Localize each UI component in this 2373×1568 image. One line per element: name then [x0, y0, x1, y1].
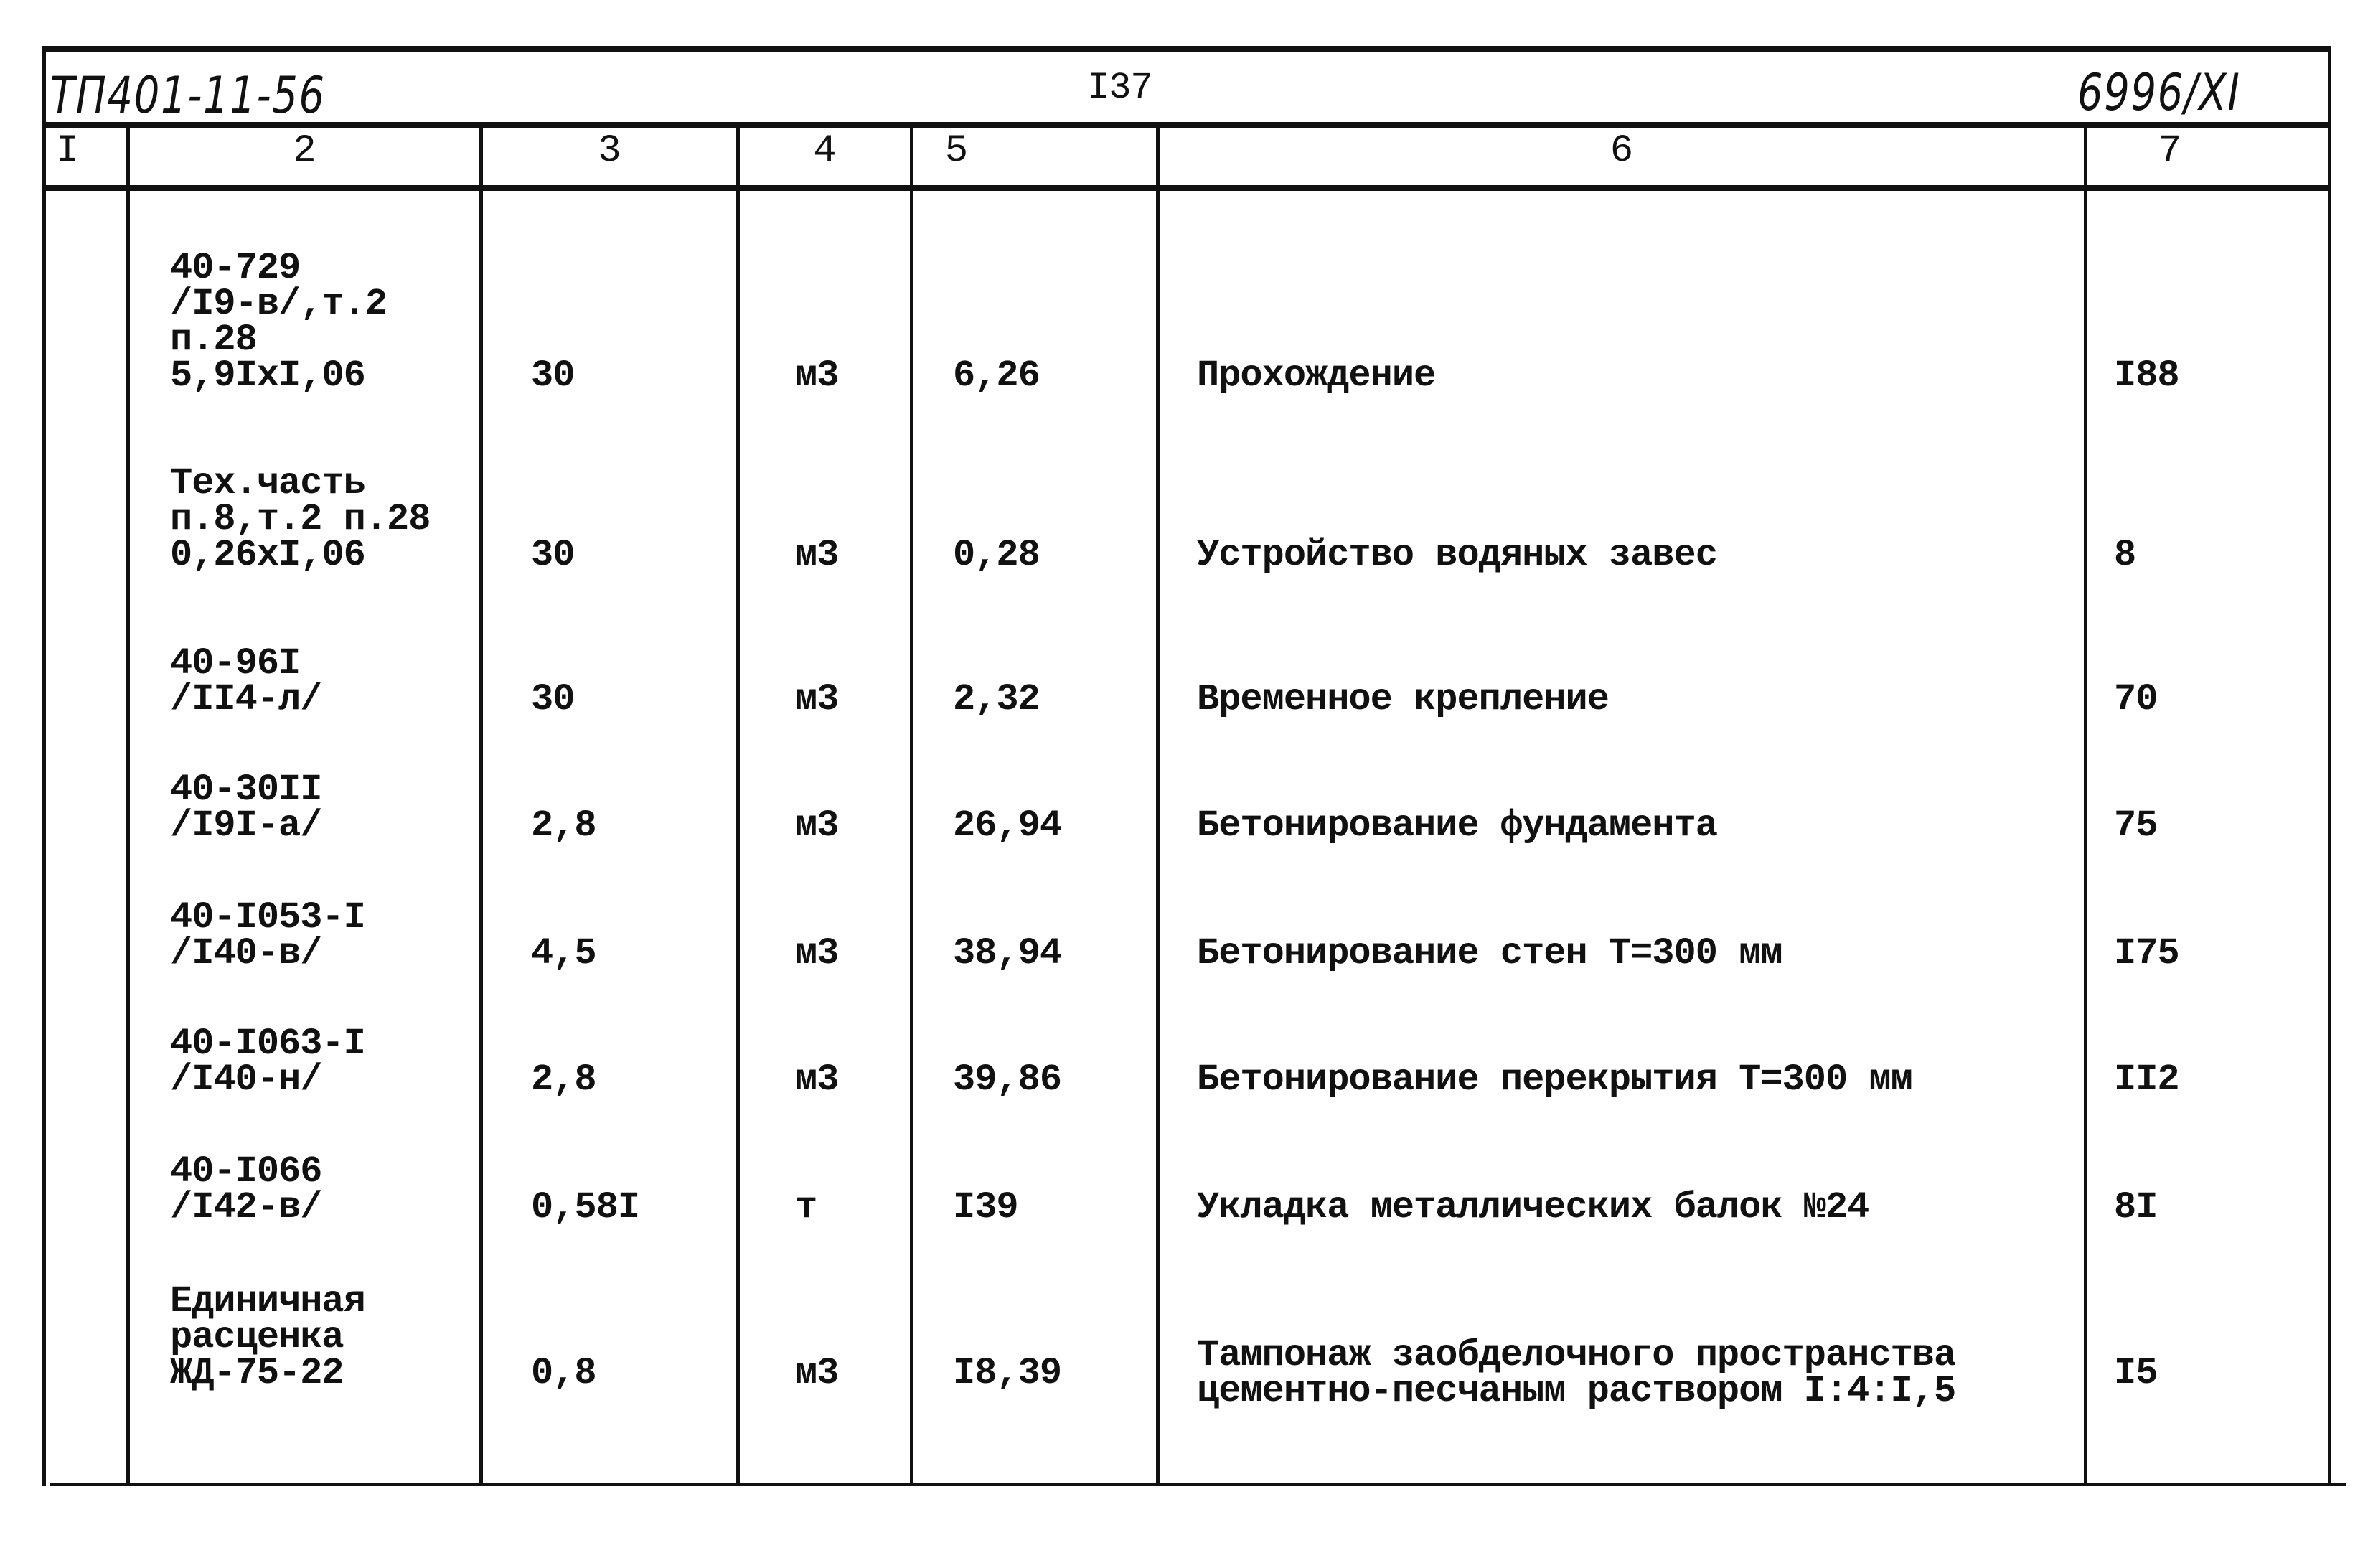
cell-unit: м3	[795, 678, 839, 720]
cell-norm-reference: 40-I063-I /I40-н/	[170, 1023, 365, 1101]
doc-code: ТП401-11-56	[50, 66, 326, 125]
cell-coefficient: 0,58I	[531, 1186, 640, 1229]
cell-unit: т	[795, 1186, 817, 1229]
border-left	[42, 46, 46, 1486]
cell-coefficient: 30	[531, 534, 575, 576]
cell-coefficient: 30	[531, 678, 575, 720]
cell-unit: м3	[795, 355, 839, 397]
cell-cost: 75	[2114, 804, 2158, 847]
top-border	[42, 46, 2331, 52]
cell-coefficient: 2,8	[531, 1058, 596, 1101]
cell-work-description: Укладка металлических балок №24	[1197, 1186, 1869, 1229]
cell-cost: I75	[2114, 932, 2179, 975]
cell-cost: II2	[2114, 1058, 2179, 1101]
cell-volume: 38,94	[953, 932, 1062, 975]
col-header-5: 5	[944, 129, 969, 173]
cell-norm-reference: 40-I053-I /I40-в/	[170, 896, 365, 975]
cell-volume: I39	[953, 1186, 1018, 1229]
cell-norm-reference: 40-I066 /I42-в/	[170, 1150, 322, 1229]
col-header-2: 2	[293, 129, 316, 173]
bottom-border	[50, 1483, 2346, 1486]
cell-volume: 6,26	[953, 355, 1040, 397]
cell-work-description: Прохождение	[1197, 355, 1436, 397]
cell-work-description: Бетонирование стен Т=300 мм	[1197, 932, 1782, 975]
col-divider-4	[910, 122, 913, 1486]
col-header-6: 6	[1610, 129, 1634, 173]
cell-unit: м3	[795, 932, 839, 975]
cell-cost: I5	[2114, 1352, 2158, 1394]
cell-work-description: Временное крепление	[1197, 678, 1609, 720]
cell-coefficient: 30	[531, 355, 575, 397]
cell-cost: 70	[2114, 678, 2158, 720]
col-divider-6	[2084, 122, 2087, 1486]
cell-unit: м3	[795, 1352, 839, 1394]
cell-norm-reference: 40-729 /I9-в/,т.2 п.28 5,9IxI,06	[170, 247, 387, 397]
cell-norm-reference: 40-30II /I9I-а/	[170, 769, 322, 847]
cell-cost: 8	[2114, 534, 2136, 576]
cell-unit: м3	[795, 804, 839, 847]
cell-cost: 8I	[2114, 1186, 2158, 1229]
column-header-divider	[42, 185, 2331, 191]
cell-volume: 0,28	[953, 534, 1040, 576]
cell-coefficient: 2,8	[531, 804, 596, 847]
cell-norm-reference: 40-96I /II4-л/	[170, 642, 322, 720]
cell-norm-reference: Единичная расценка ЖД-75-22	[170, 1280, 365, 1394]
page-number: I37	[1087, 67, 1152, 109]
col-divider-2	[479, 122, 483, 1486]
col-divider-3	[736, 122, 740, 1486]
cell-cost: I88	[2114, 355, 2179, 397]
col-divider-5	[1156, 122, 1160, 1486]
cell-volume: 39,86	[953, 1058, 1062, 1101]
cell-coefficient: 4,5	[531, 932, 596, 975]
cell-work-description: Устройство водяных завес	[1197, 534, 1717, 576]
col-header-1: I	[55, 129, 80, 173]
border-right	[2328, 46, 2331, 1486]
cell-work-description: Бетонирование перекрытия Т=300 мм	[1197, 1058, 1912, 1101]
cell-work-description: Бетонирование фундамента	[1197, 804, 1717, 847]
cell-unit: м3	[795, 1058, 839, 1101]
cell-volume: 2,32	[953, 678, 1040, 720]
cell-volume: 26,94	[953, 804, 1062, 847]
archive-number: 6996/XI	[2077, 63, 2241, 122]
cell-volume: I8,39	[953, 1352, 1062, 1394]
cell-norm-reference: Тех.часть п.8,т.2 п.28 0,26xI,06	[170, 462, 431, 576]
col-header-7: 7	[2158, 129, 2182, 173]
col-header-3: 3	[598, 129, 621, 173]
cell-unit: м3	[795, 534, 839, 576]
col-divider-1	[126, 122, 130, 1486]
cell-work-description: Тампонаж заобделочного пространства цементно-песчаным раствором I:4:I,5	[1197, 1334, 1956, 1412]
col-header-4: 4	[813, 129, 837, 173]
header-divider	[42, 122, 2331, 128]
cell-coefficient: 0,8	[531, 1352, 596, 1394]
